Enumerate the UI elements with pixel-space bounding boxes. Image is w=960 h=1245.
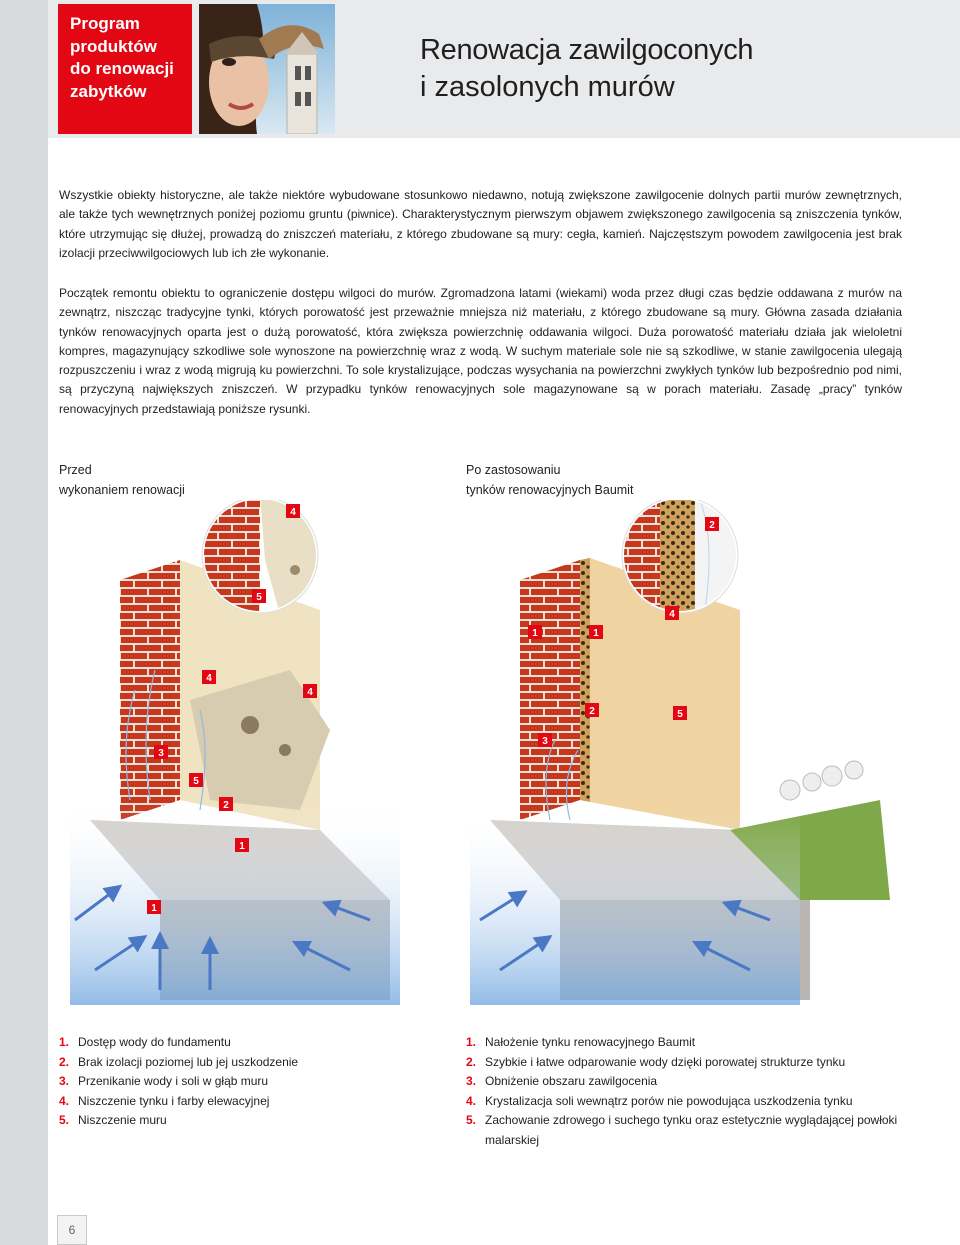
header-photo [199, 4, 335, 134]
marker-left-5a [252, 589, 266, 603]
legend-num: 5. [59, 1113, 70, 1128]
legend-item [466, 1072, 906, 1092]
legend-item [59, 1033, 439, 1053]
page-title [420, 32, 753, 106]
marker-right-5 [673, 706, 687, 720]
label-right-5: 2 [589, 706, 595, 717]
marker-left-4b [202, 670, 216, 684]
marker-right-2a [705, 517, 719, 531]
program-line: produktów [70, 36, 157, 56]
legend-text: Obniżenie obszaru zawilgocenia [485, 1074, 658, 1089]
legend-text: Brak izolacji poziomej lub jej uszkodzenie [78, 1054, 299, 1069]
legend-text: Nałożenie tynku renowacyjnego Baumit [485, 1035, 696, 1049]
legend-text: Zachowanie zdrowego i suchego tynku oraz estetycznie wyglądającej powłoki malarskiej [485, 1113, 898, 1147]
caption-after-line2: tynków renowacyjnych Baumit [466, 483, 634, 497]
label-left-4: 4 [307, 687, 313, 698]
label-right-7: 3 [542, 736, 548, 747]
legend-item [59, 1053, 439, 1073]
label-right-6: 5 [677, 709, 683, 720]
legend-after [466, 1033, 906, 1151]
program-badge [58, 4, 192, 134]
legend-num: 3. [59, 1074, 70, 1089]
label-left-2: 5 [256, 592, 262, 603]
title-line-1: Renowacja zawilgoconych [420, 34, 754, 66]
page-number: 6 [57, 1215, 87, 1245]
marker-right-3 [538, 733, 552, 747]
legend-text: Niszczenie tynku i farby elewacyjnej [78, 1093, 270, 1108]
marker-left-4a [286, 504, 300, 518]
marker-left-3 [154, 745, 168, 759]
marker-left-4c [303, 684, 317, 698]
intro-paragraph: Wszystkie obiekty historyczne, ale także niektóre wybudowane stosunkowo niedawno, notują zwiększone zawilgocenie dolnych partii murów zewnętrznych, ale także tych wewnętrznych poniżej poziomu gruntu (piwnice). Charakterystycznym pierwszym objawem zwiększonego zawilgocenia są zniszczenia tynków, które utrzymując się dłużej, prowadzą do zniszczeń materiału, z którego zbudowane są mury: cegła, kamień. Najczęstszym powodem zawilgocenia jest brak izolacji przeciwwilgociowych lub ich złe wykonanie. [59, 188, 902, 260]
legend-item [466, 1092, 906, 1112]
program-line: Program [70, 14, 140, 33]
legend-before [59, 1033, 439, 1131]
marker-right-4 [665, 606, 679, 620]
legend-num: 1. [466, 1035, 477, 1049]
label-left-8: 1 [239, 841, 245, 852]
marker-left-5b [189, 773, 203, 787]
legend-num: 2. [59, 1054, 70, 1069]
legend-item [59, 1072, 439, 1092]
left-margin-strip [0, 0, 48, 1245]
caption-before-line1: Przed [59, 463, 92, 477]
label-left-5: 3 [158, 748, 164, 759]
label-left-1: 4 [290, 507, 296, 518]
legend-num: 4. [466, 1093, 477, 1108]
legend-num: 1. [59, 1035, 70, 1049]
caption-before-line2: wykonaniem renowacji [59, 483, 185, 497]
caption-after [466, 460, 633, 500]
legend-item [466, 1033, 906, 1053]
label-left-6: 5 [193, 776, 199, 787]
marker-right-2b [585, 703, 599, 717]
legend-text: Krystalizacja soli wewnątrz porów nie powodująca uszkodzenia tynku [485, 1093, 853, 1108]
caption-after-line1: Po zastosowaniu [466, 463, 561, 477]
wall-diagrams [50, 500, 910, 1005]
legend-num: 2. [466, 1054, 477, 1069]
caption-before [59, 460, 185, 500]
legend-item [59, 1092, 439, 1112]
label-right-1: 2 [709, 520, 715, 531]
legend-item [466, 1053, 906, 1073]
legend-num: 3. [466, 1074, 477, 1089]
label-right-3: 1 [532, 628, 538, 639]
label-left-3: 4 [206, 673, 212, 684]
legend-text: Niszczenie muru [78, 1113, 167, 1128]
program-line: zabytków [70, 81, 147, 101]
legend-text: Dostęp wody do fundamentu [78, 1035, 231, 1049]
marker-left-1a [235, 838, 249, 852]
legend-num: 5. [466, 1113, 477, 1128]
label-right-2: 4 [669, 609, 675, 620]
label-left-9: 1 [151, 903, 157, 914]
legend-item [466, 1111, 906, 1150]
marker-right-1a [528, 625, 542, 639]
label-left-7: 2 [223, 800, 229, 811]
legend-text: Szybkie i łatwe odparowanie wody dzięki porowatej strukturze tynku [485, 1054, 846, 1069]
marker-left-1b [147, 900, 161, 914]
legend-text: Przenikanie wody i soli w głąb muru [78, 1074, 269, 1089]
marker-left-2 [219, 797, 233, 811]
label-right-4: 1 [593, 628, 599, 639]
title-line-2: i zasolonych murów [420, 71, 675, 103]
legend-num: 4. [59, 1093, 70, 1108]
marker-right-1b [589, 625, 603, 639]
program-line: do renowacji [70, 59, 174, 78]
legend-item [59, 1111, 439, 1131]
principle-paragraph: Początek remontu obiektu to ograniczenie dostępu wilgoci do murów. Zgromadzona latami (wiekami) woda przez długi czas będzie oddawana z murów na zewnątrz, niszcząc tradycyjne tynki, których porowatość jest przeważnie mniejsza niż materiału, z którego zbudowane są mury. Główna zasada działania tynków renowacyjnych oparta jest o dużą porowatość, która zwiększa powierzchnię oddawania wilgoci. Duża porowatość materiału działa jak wieloletni kompres, magazynujący szkodliwe sole wynoszone na powierzchnię wraz z wodą. W suchym materiale sole nie są szkodliwe, w stanie zawilgocenia ulegają rozpuszczeniu i wraz z wodą migrują ku powierzchni. To sole krystalizujące, podczas wysychania na powierzchni zwykłych tynków lub bezpośrednio pod nimi, są przyczyną największych zniszczeń. W przypadku tynków renowacyjnych sole magazynowane są w porach materiału. Zasadę „pracy” tynków renowacyjnych przedstawiają poniższe rysunki. [59, 286, 902, 416]
